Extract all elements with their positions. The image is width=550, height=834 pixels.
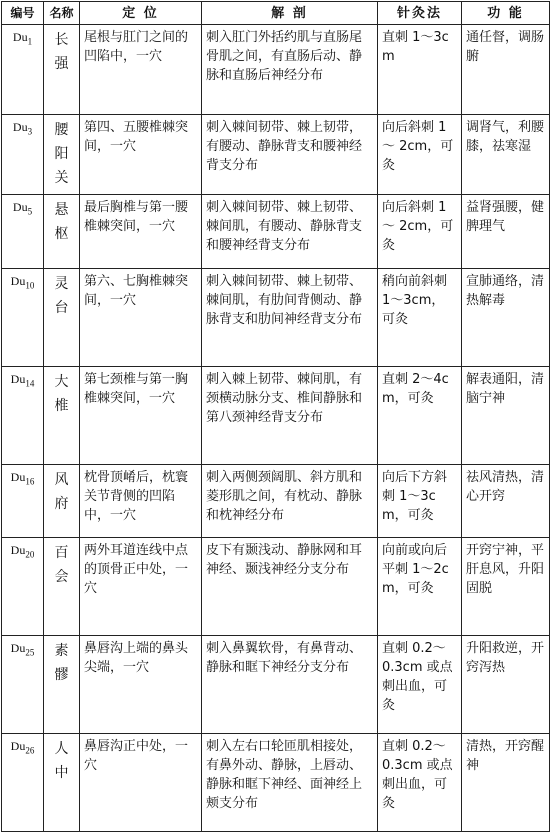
- code-prefix: Du: [10, 739, 26, 754]
- acupoint-code: [2, 464, 44, 537]
- acupoint-anatomy: 皮下有颞浅动、静脉网和耳神经、颞浅神经分支分布: [202, 538, 378, 636]
- code-subscript: 16: [25, 476, 35, 487]
- acupoint-name: 大 椎: [44, 366, 80, 464]
- table-row: [2, 538, 550, 636]
- acupoint-location: 枕骨顶崤后，枕寰关节背侧的凹陷中，一穴: [80, 464, 202, 537]
- code-subscript: 14: [25, 378, 35, 389]
- acupoint-code: [2, 195, 44, 268]
- acupoint-location: 最后胸椎与第一腰椎棘突间，一穴: [80, 195, 202, 268]
- code-prefix: Du: [10, 543, 26, 558]
- header-function: 功 能: [462, 2, 550, 25]
- code-prefix: Du: [12, 200, 28, 215]
- code-subscript: 3: [27, 126, 33, 137]
- acupoint-name: 风 府: [44, 464, 80, 537]
- acupoint-needling: 直刺 0.2～0.3cm 或点刺出血，可灸: [378, 636, 462, 734]
- code-subscript: 1: [27, 36, 33, 47]
- header-row: [2, 2, 550, 25]
- acupoint-name: 腰 阳 关: [44, 114, 80, 195]
- header-needling: 针灸法: [378, 2, 462, 25]
- acupoint-needling: 直刺 0.2～0.3cm 或点刺出血，可灸: [378, 734, 462, 832]
- acupoint-needling: 稍向前斜刺 1～3cm，可灸: [378, 268, 462, 366]
- code-prefix: Du: [12, 30, 28, 44]
- acupoint-anatomy: 刺入棘上韧带、棘间肌，有颈横动脉分支、椎间静脉和第八颈神经背支分布: [202, 366, 378, 464]
- acupoint-needling: 向后斜刺 1 ～ 2cm，可灸: [378, 114, 462, 195]
- header-location: 定 位: [80, 2, 202, 25]
- acupoint-code: [2, 734, 44, 832]
- acupoint-anatomy: 刺入左右口轮匝肌相接处，有鼻外动、静脉，上唇动、静脉和眶下神经、面神经上颊支分布: [202, 734, 378, 832]
- acupoint-table: [1, 1, 550, 832]
- acupoint-function: 清热，开窍醒神: [462, 734, 550, 832]
- acupoint-function: 解表通阳，清脑宁神: [462, 366, 550, 464]
- acupoint-anatomy: 刺入棘间韧带、棘上韧带、棘间肌，有肋间背侧动、静脉背支和肋间神经背支分布: [202, 268, 378, 366]
- acupoint-anatomy: 刺入肛门外括约肌与直肠尾骨肌之间，有直肠后动、静脉和直肠后神经分布: [202, 25, 378, 115]
- code-subscript: 10: [25, 280, 35, 291]
- table-row: [2, 195, 550, 268]
- acupoint-code: [2, 636, 44, 734]
- acupoint-location: 第七颈椎与第一胸椎棘突间，一穴: [80, 366, 202, 464]
- acupoint-code: [2, 114, 44, 195]
- acupoint-code: [2, 538, 44, 636]
- code-prefix: Du: [10, 641, 26, 656]
- acupoint-needling: 向后下方斜刺 1～3cm，可灸: [378, 464, 462, 537]
- acupoint-location: 尾根与肛门之间的凹陷中，一穴: [80, 25, 202, 115]
- code-subscript: 25: [25, 647, 35, 658]
- table-row: [2, 366, 550, 464]
- code-prefix: Du: [12, 119, 28, 134]
- acupoint-location: 两外耳道连线中点的顶骨正中处，一穴: [80, 538, 202, 636]
- code-prefix: Du: [10, 469, 26, 484]
- header-anatomy: 解 剖: [202, 2, 378, 25]
- acupoint-function: 升阳救逆，开窍泻热: [462, 636, 550, 734]
- header-code: 编号: [2, 2, 44, 25]
- acupoint-location: 鼻唇沟上端的鼻头尖端，一穴: [80, 636, 202, 734]
- acupoint-code: [2, 268, 44, 366]
- acupoint-anatomy: 刺入棘间韧带、棘上韧带，有腰动、静脉背支和腰神经背支分布: [202, 114, 378, 195]
- acupoint-function: 调肾气，利腰膝，祛寒湿: [462, 114, 550, 195]
- table-row: [2, 464, 550, 537]
- acupoint-name: 灵 台: [44, 268, 80, 366]
- acupoint-name: 百 会: [44, 538, 80, 636]
- acupoint-function: 祛风清热，清心开窍: [462, 464, 550, 537]
- acupoint-anatomy: 刺入两侧颈阔肌、斜方肌和菱形肌之间，有枕动、静脉和枕神经分布: [202, 464, 378, 537]
- table-row: [2, 734, 550, 832]
- acupoint-needling: 直刺 1～3cm: [378, 25, 462, 115]
- acupoint-name: 长 强: [44, 25, 80, 115]
- code-subscript: 20: [25, 549, 35, 560]
- acupoint-code: [2, 366, 44, 464]
- code-subscript: 5: [27, 206, 33, 217]
- table-body: [2, 25, 550, 832]
- acupoint-needling: 向后斜刺 1 ～ 2cm，可灸: [378, 195, 462, 268]
- table-row: [2, 636, 550, 734]
- acupoint-needling: 向前或向后平刺 1～2cm，可灸: [378, 538, 462, 636]
- code-prefix: Du: [10, 371, 26, 386]
- code-prefix: Du: [10, 273, 26, 288]
- code-subscript: 26: [25, 745, 35, 756]
- acupoint-location: 第四、五腰椎棘突间，一穴: [80, 114, 202, 195]
- acupoint-function: 益肾强腰，健脾理气: [462, 195, 550, 268]
- acupoint-code: [2, 25, 44, 115]
- acupoint-anatomy: 刺入鼻翼软骨，有鼻背动、静脉和眶下神经分支分布: [202, 636, 378, 734]
- acupoint-name: 悬 枢: [44, 195, 80, 268]
- acupoint-function: 通任督，调肠腑: [462, 25, 550, 115]
- table-row: [2, 25, 550, 115]
- table-row: [2, 114, 550, 195]
- acupoint-function: 开窍宁神，平肝息风，升阳固脱: [462, 538, 550, 636]
- acupoint-location: 鼻唇沟正中处，一穴: [80, 734, 202, 832]
- acupoint-function: 宣肺通络，清热解毒: [462, 268, 550, 366]
- header-name: 名称: [44, 2, 80, 25]
- table-row: [2, 268, 550, 366]
- acupoint-anatomy: 刺入棘间韧带、棘上韧带、棘间肌，有腰动、静脉背支和腰神经背支分布: [202, 195, 378, 268]
- acupoint-name: 素 髎: [44, 636, 80, 734]
- acupoint-needling: 直刺 2～4cm，可灸: [378, 366, 462, 464]
- acupoint-location: 第六、七胸椎棘突间，一穴: [80, 268, 202, 366]
- acupoint-name: 人 中: [44, 734, 80, 832]
